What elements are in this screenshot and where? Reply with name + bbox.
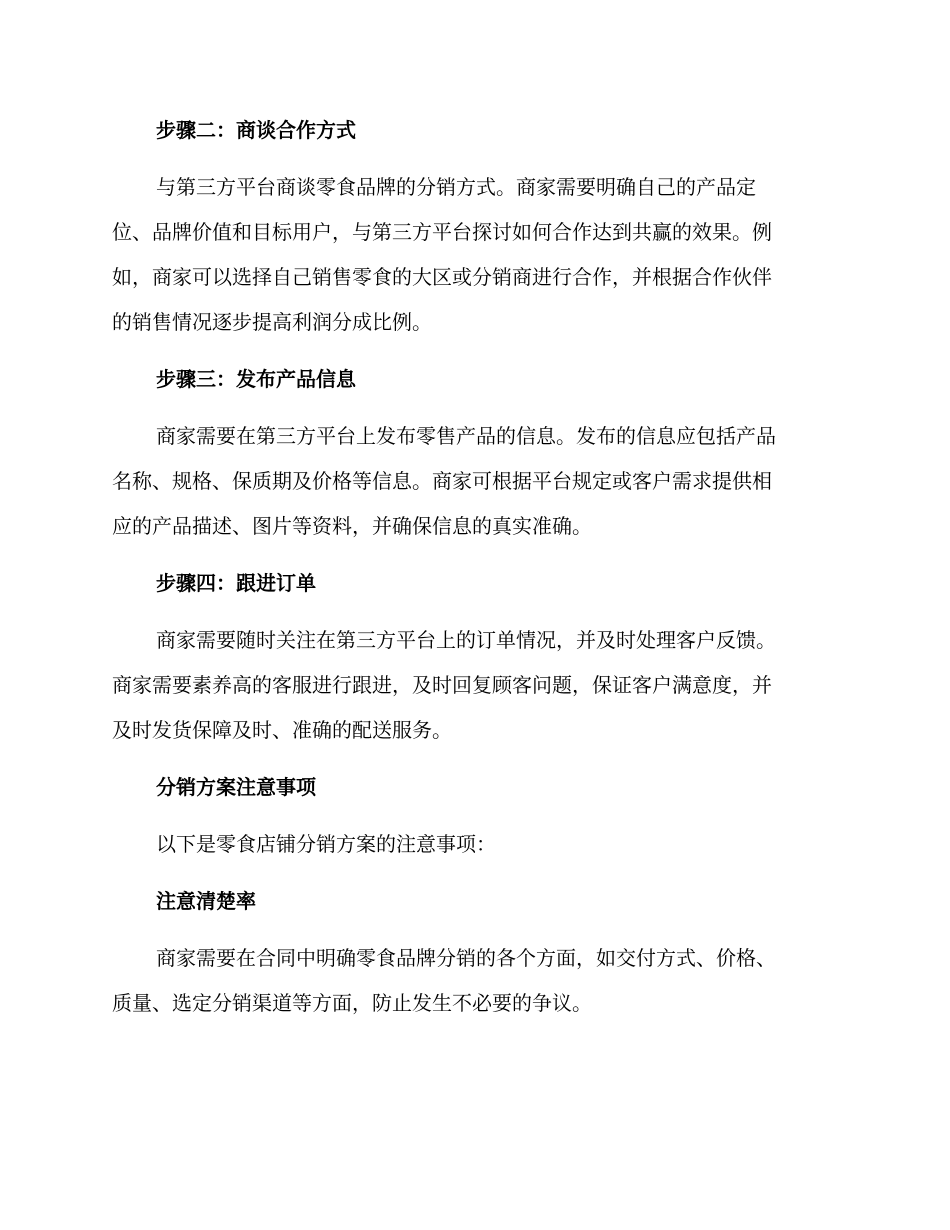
paragraph-line: 的销售情况逐步提高利润分成比例。 (112, 310, 432, 334)
section-paragraph (112, 414, 832, 549)
paragraph-line: 以下是零食店铺分销方案的注意事项： (156, 832, 496, 856)
section-paragraph (112, 165, 832, 345)
paragraph-line: 与第三方平台商谈零食品牌的分销方式。商家需要明确自己的产品定 (156, 175, 756, 199)
paragraph-line: 名称、规格、保质期及价格等信息。商家可根据平台规定或客户需求提供相 (112, 469, 772, 493)
paragraph-line: 商家需要在合同中明确零食品牌分销的各个方面，如交付方式、价格、 (156, 946, 776, 970)
section-heading: 步骤四：跟进订单 (156, 571, 316, 595)
section-paragraph (112, 936, 832, 1026)
paragraph-line: 商家需要在第三方平台上发布零售产品的信息。发布的信息应包括产品 (156, 424, 776, 448)
section-heading: 步骤二：商谈合作方式 (156, 118, 356, 142)
paragraph-line: 及时发货保障及时、准确的配送服务。 (112, 718, 452, 742)
paragraph-line: 商家需要随时关注在第三方平台上的订单情况，并及时处理客户反馈。 (156, 628, 776, 652)
document-page (112, 108, 832, 1038)
section-paragraph (112, 822, 832, 867)
paragraph-line: 应的产品描述、图片等资料，并确保信息的真实准确。 (112, 514, 592, 538)
paragraph-line: 如，商家可以选择自己销售零食的大区或分销商进行合作，并根据合作伙伴 (112, 265, 772, 289)
paragraph-line: 质量、选定分销渠道等方面，防止发生不必要的争议。 (112, 991, 592, 1015)
section-paragraph (112, 618, 832, 753)
paragraph-line: 位、品牌价值和目标用户，与第三方平台探讨如何合作达到共赢的效果。例 (112, 220, 772, 244)
section-heading: 分销方案注意事项 (156, 775, 316, 799)
section-heading: 注意清楚率 (156, 889, 256, 913)
paragraph-line: 商家需要素养高的客服进行跟进，及时回复顾客问题，保证客户满意度，并 (112, 673, 772, 697)
section-heading: 步骤三：发布产品信息 (156, 367, 356, 391)
